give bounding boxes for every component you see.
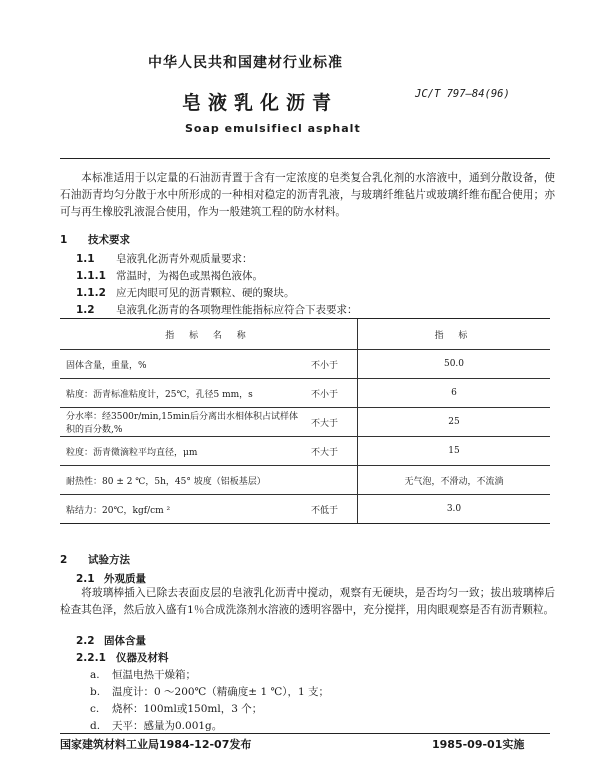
table-row — [60, 379, 550, 408]
row-condition: 不小于 — [311, 350, 358, 379]
table-row — [60, 466, 550, 495]
row-value: 6 — [358, 379, 551, 408]
row-name: 粒度：沥青微滴粒平均直径，μm — [60, 437, 311, 466]
document-title-english: Soap emulsifiecl asphalt — [185, 122, 361, 135]
standard-code: JC/T 797—84(96) — [415, 88, 510, 100]
row-value: 50.0 — [358, 350, 551, 379]
row-value: 无气泡，不滑动，不流淌 — [358, 466, 551, 495]
row-value: 15 — [358, 437, 551, 466]
section-2-2-1-heading: 2.2.1 仪器及材料 — [76, 652, 169, 664]
col-header-value: 指 标 — [358, 319, 551, 350]
footer-rule — [60, 733, 550, 734]
intro-text: 本标准适用于以定量的石油沥青置于含有一定浓度的皂类复合乳化剂的水溶液中，通到分散设备，使石油沥青均匀分散于水中所形成的一种相对稳定的沥青乳液，与玻璃纤维毡片或玻璃纤维布配合使用；亦可与再生橡胶乳液混合使用，作为一般建筑工程的防水材料。 — [60, 172, 555, 218]
properties-table — [60, 318, 550, 524]
effective-date: 1985-09-01实施 — [432, 738, 525, 751]
header-rule — [60, 158, 550, 159]
item-1-1: 1.1 皂液乳化沥青外观质量要求： — [76, 253, 253, 265]
row-value: 25 — [358, 408, 551, 437]
standard-category: 中华人民共和国建材行业标准 — [148, 55, 343, 71]
table-row — [60, 437, 550, 466]
section-1-heading: 1 技术要求 — [60, 234, 130, 246]
table-row — [60, 408, 550, 437]
table-row — [60, 495, 550, 524]
row-condition: 不小于 — [311, 379, 358, 408]
col-header-name: 指 标 名 称 — [60, 319, 358, 350]
row-condition: 不低于 — [311, 495, 358, 524]
list-item: a. 恒温电热干燥箱； — [90, 669, 196, 681]
row-name: 固体含量，重量，% — [60, 350, 311, 379]
intro-paragraph — [60, 170, 555, 221]
list-item: c. 烧杯：100ml或150ml，3 个； — [90, 703, 263, 715]
row-name: 粘度：沥青标准粘度计，25℃，孔径5 mm，s — [60, 379, 311, 408]
row-name: 分水率：经3500r/min,15min后分离出水相体积占试样体积的百分数,% — [60, 408, 311, 437]
document-title: 皂液乳化沥青 — [182, 92, 339, 114]
section-2-2-heading: 2.2 固体含量 — [76, 635, 146, 647]
section-2-heading: 2 试验方法 — [60, 554, 130, 566]
issue-info: 国家建筑材料工业局1984-12-07发布 — [60, 738, 252, 751]
table-header-row — [60, 319, 550, 350]
section-2-1-heading: 2.1 外观质量 — [76, 573, 146, 585]
table-row — [60, 350, 550, 379]
item-1-1-1: 1.1.1 常温时，为褐色或黑褐色液体。 — [76, 270, 263, 282]
row-value: 3.0 — [358, 495, 551, 524]
list-item: b. 温度计：0 ～200℃（精确度± 1 ℃），1 支； — [90, 686, 329, 698]
item-1-2: 1.2 皂液乳化沥青的各项物理性能指标应符合下表要求： — [76, 304, 358, 316]
row-condition — [311, 466, 358, 495]
section-2-1-text: 将玻璃棒插入已除去表面皮层的皂液乳化沥青中搅动，观察有无硬块，是否均匀一致；拔出玻璃棒后检查其色泽，然后放入盛有1％合成洗涤剂水溶液的透明容器中，充分搅拌，用肉眼观察是否有沥青颗粒。 — [60, 587, 555, 616]
section-2-1-paragraph — [60, 585, 555, 619]
row-name: 耐热性：80 ± 2 ℃，5h，45° 坡度（铝板基层） — [60, 466, 311, 495]
row-condition: 不大于 — [311, 408, 358, 437]
row-name: 粘结力：20℃，kgf/cm ² — [60, 495, 311, 524]
list-item: d. 天平：感量为0.001g。 — [90, 720, 223, 732]
row-condition: 不大于 — [311, 437, 358, 466]
item-1-1-2: 1.1.2 应无肉眼可见的沥青颗粒、硬的聚块。 — [76, 287, 295, 299]
